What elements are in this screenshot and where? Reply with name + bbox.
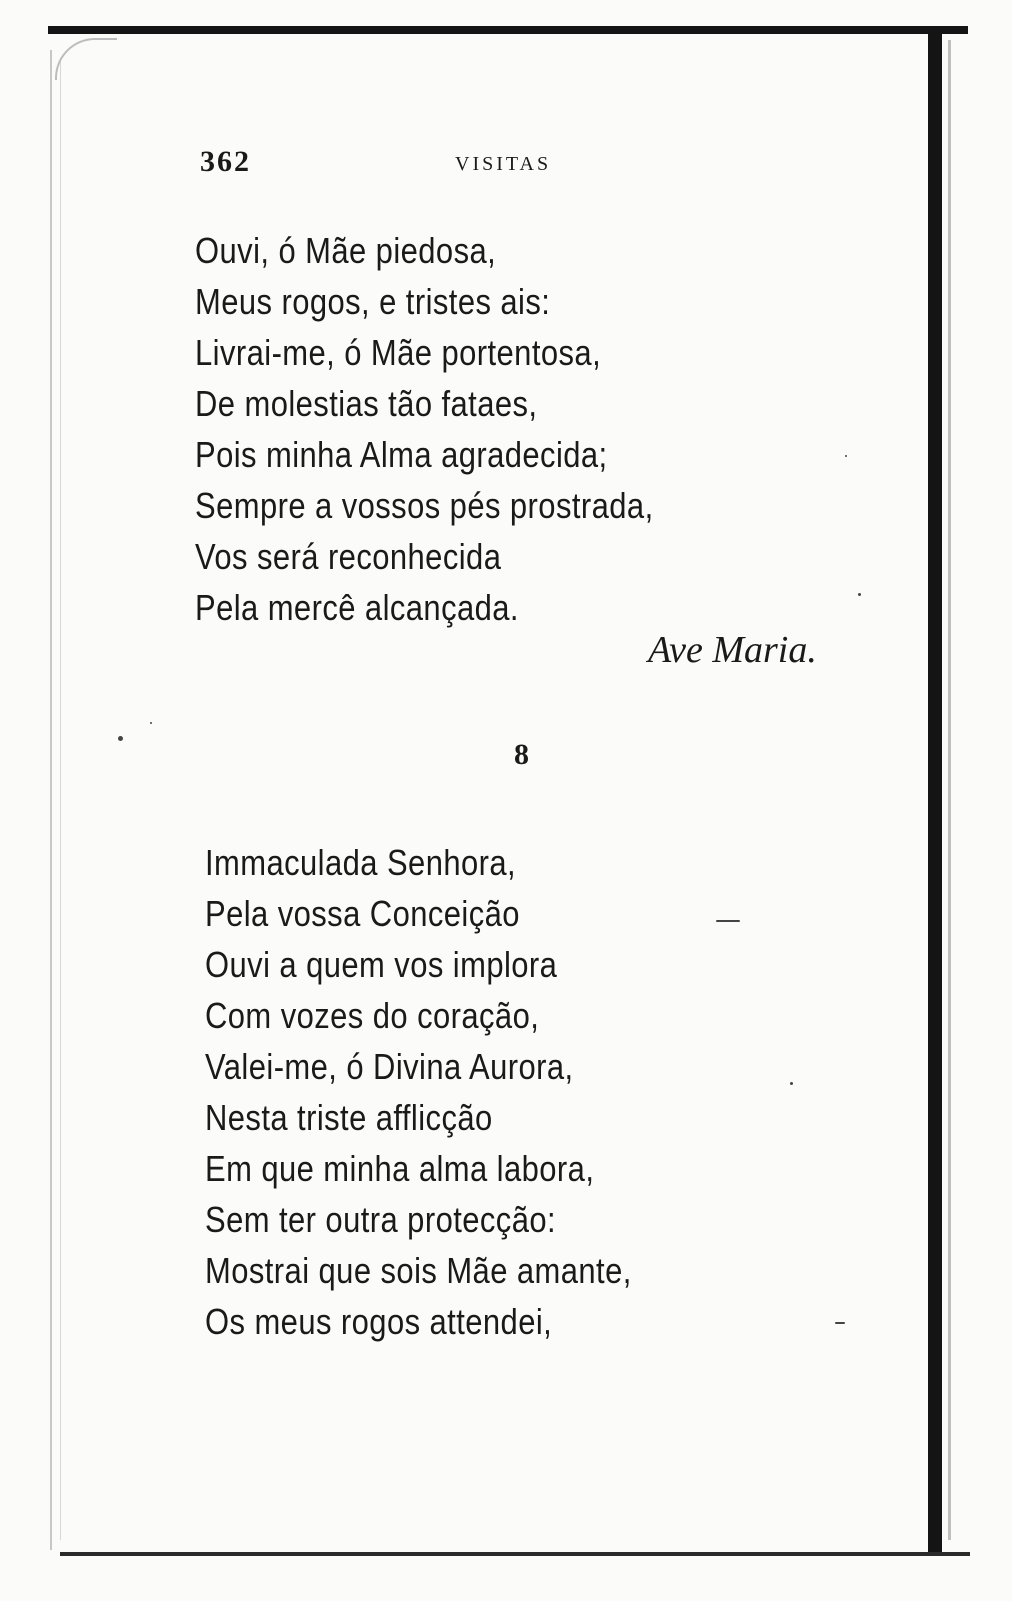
left-page-edge (50, 50, 52, 1550)
bottom-border-rule (60, 1552, 970, 1556)
ink-speck (845, 455, 847, 457)
running-title: VISITAS (455, 153, 552, 175)
page-corner-curl (55, 38, 117, 80)
verse-line: Pois minha Alma agradecida; (195, 434, 608, 475)
section-number: 8 (514, 738, 529, 771)
verse-line: Mostrai que sois Mãe amante, (205, 1250, 632, 1291)
verse-line: Em que minha alma labora, (205, 1148, 595, 1189)
left-page-edge-inner (60, 60, 61, 1540)
ink-speck (790, 1082, 793, 1085)
verse-line: Sempre a vossos pés prostrada, (195, 485, 654, 526)
verse-line: Sem ter outra protecção: (205, 1199, 557, 1240)
right-edge-shadow (948, 40, 951, 1540)
ink-speck (835, 1322, 845, 1324)
ink-speck (716, 920, 740, 922)
verse-line: Com vozes do coração, (205, 995, 540, 1036)
verse-line: Ouvi a quem vos implora (205, 944, 558, 985)
verse-line: Livrai-me, ó Mãe portentosa, (195, 332, 602, 373)
verse-line: Immaculada Senhora, (205, 842, 517, 883)
verse-line: Valei-me, ó Divina Aurora, (205, 1046, 574, 1087)
verse-line: Pela mercê alcançada. (195, 587, 519, 628)
ink-speck (858, 593, 861, 596)
stanza-1 (195, 225, 654, 633)
stanza-2 (205, 837, 632, 1347)
ink-speck (150, 722, 152, 724)
right-border-rule (928, 28, 942, 1554)
running-head (200, 145, 800, 185)
verse-line: Meus rogos, e tristes ais: (195, 281, 551, 322)
verse-line: Nesta triste afflicção (205, 1097, 493, 1138)
ink-speck (118, 736, 123, 741)
ave-maria-closing: Ave Maria. (648, 629, 817, 671)
page-number: 362 (200, 145, 251, 178)
verse-line: Vos será reconhecida (195, 536, 502, 577)
verse-line: Pela vossa Conceição (205, 893, 520, 934)
verse-line: Ouvi, ó Mãe piedosa, (195, 230, 497, 271)
top-border-rule (48, 26, 968, 34)
verse-line: De molestias tão fataes, (195, 383, 538, 424)
verse-line: Os meus rogos attendei, (205, 1301, 553, 1342)
